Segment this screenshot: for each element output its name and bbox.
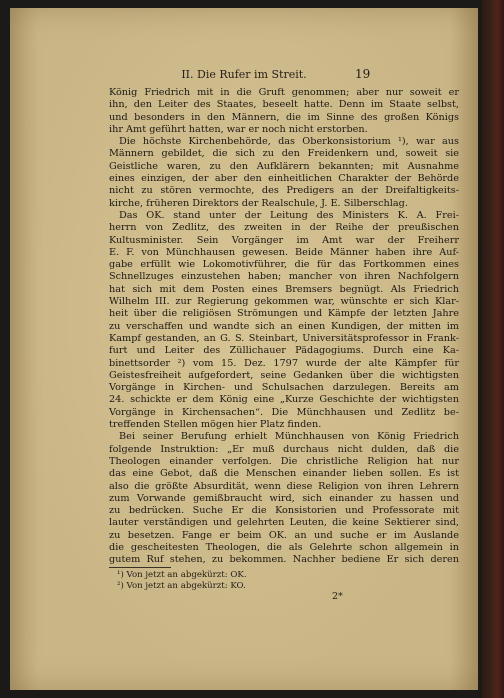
footnote-2: ²) Von jetzt an abgekürzt: KO.	[117, 581, 246, 591]
text-line: zu besetzen. Fange er beim OK. an und suche er im Auslande	[109, 529, 459, 541]
text-line: das eine Gebot, daß die Menschen einander lieben sollen. Es ist	[109, 468, 459, 480]
text-line: 24. schickte er dem König eine „Kurze Geschichte der wichtigsten	[109, 394, 459, 406]
footnote-rule	[109, 567, 171, 568]
text-line: Kampf gestanden, an G. S. Steinbart, Universitätsprofessor in Frank-	[109, 332, 459, 344]
text-line: gutem Ruf stehen, zu bekommen. Nachher bediene Er sich deren	[109, 554, 459, 566]
text-line: Kultusminister. Sein Vorgänger im Amt war der Freiherr	[109, 234, 459, 246]
text-line: treffenden Stellen mögen hier Platz finden.	[109, 419, 322, 431]
footnote-1: ¹) Von jetzt an abgekürzt: OK.	[117, 570, 247, 580]
signature-mark: 2*	[332, 591, 343, 602]
text-line: Vorgänge in Kirchen- und Schulsachen darzulegen. Bereits am	[109, 382, 459, 394]
text-line: die gescheitesten Theologen, die als Gelehrte schon allgemein in	[109, 541, 459, 553]
text-line: ihn, den Leiter des Staates, beseelt hatte. Denn im Staate selbst,	[109, 99, 459, 111]
text-line: Wilhelm III. zur Regierung gekommen war, wünschte er sich Klar-	[109, 296, 459, 308]
text-line: Das OK. stand unter der Leitung des Ministers K. A. Frei-	[119, 209, 459, 221]
text-line: Die höchste Kirchenbehörde, das Oberkonsistorium ¹), war aus	[119, 136, 459, 148]
text-line: also die größte Absurdität, wenn diese Religion von ihren Lehrern	[109, 480, 459, 492]
text-line: nicht zu stören vermochte, des Predigers an der Dreifaltigkeits-	[109, 185, 459, 197]
text-line: furt und Leiter des Züllichauer Pädagogiums. Durch eine Ka-	[109, 345, 459, 357]
running-title: II. Die Rufer im Streit.	[181, 68, 307, 81]
text-line: eines einzigen, der aber den einheitlichen Charakter der Behörde	[109, 173, 459, 185]
text-line: Geistesfreiheit aufgefordert, seine Gedanken über die wichtigsten	[109, 369, 459, 381]
text-line: zum Vorwande gemißbraucht wird, sich einander zu hassen und	[109, 492, 459, 504]
text-line: E. F. von Münchhausen gewesen. Beide Männer haben ihre Auf-	[109, 246, 459, 258]
text-line: Männern gebildet, die sich zu den Freidenkern und, soweit sie	[109, 148, 459, 160]
page-number: 19	[355, 67, 371, 81]
text-line: Geistliche waren, zu den Aufklärern bekannten; mit Ausnahme	[109, 160, 459, 172]
footnotes	[117, 570, 247, 592]
text-line: ihr Amt geführt hatten, war er noch nicht erstorben.	[109, 123, 368, 135]
text-line: hat sich mit dem Posten eines Bremsers begnügt. Als Friedrich	[109, 283, 459, 295]
text-line: König Friedrich mit in die Gruft genommen; aber nur soweit er	[109, 87, 459, 98]
text-line: zu bedrücken. Suche Er die Konsistorien und Professorate mit	[109, 505, 459, 517]
text-line: binettsorder ²) vom 15. Dez. 1797 wurde der alte Kämpfer für	[109, 357, 459, 369]
text-line: zu verschaffen und wandte sich an einen Kundigen, der mitten im	[109, 320, 459, 332]
text-line: folgende Instruktion: „Er muß durchaus nicht dulden, daß die	[109, 443, 459, 455]
body-text	[109, 87, 459, 567]
text-line: Bei seiner Berufung erhielt Münchhausen von König Friedrich	[119, 431, 459, 443]
text-line: gabe erfüllt wie Lokomotivführer, die für das Fortkommen eines	[109, 259, 459, 271]
text-line: Vorgänge in Kirchensachen“. Die Münchhausen und Zedlitz be-	[109, 406, 459, 418]
text-line: Theologen einander verfolgen. Die christliche Religion hat nur	[109, 455, 459, 467]
text-line: und besonders in den Männern, die im Sinne des großen Königs	[109, 111, 459, 123]
text-line: kirche, früheren Direktors der Realschule, J. E. Silberschlag.	[109, 197, 408, 209]
text-line: herrn von Zedlitz, des zweiten in der Reihe der preußischen	[109, 222, 459, 234]
book-spine-edge	[482, 0, 504, 698]
text-line: heit über die religiösen Strömungen und Kämpfe der letzten Jahre	[109, 308, 459, 320]
text-line: Schnellzuges einzustehen haben; mancher von ihren Nachfolgern	[109, 271, 459, 283]
text-line: lauter verständigen und gelehrten Leuten, die keine Sektierer sind,	[109, 517, 459, 529]
